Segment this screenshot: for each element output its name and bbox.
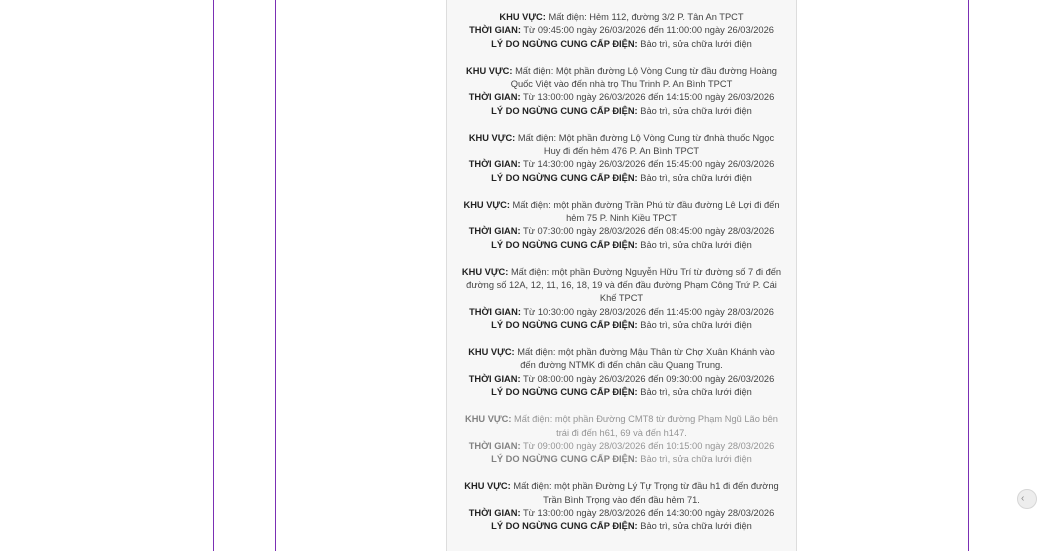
outage-item — [447, 11, 796, 51]
outage-time-label: THỜI GIAN: — [468, 507, 521, 518]
outage-reason-line — [461, 172, 782, 185]
chevron-up-icon: ‹ — [1021, 493, 1025, 504]
outage-time-value: Từ 13:00:00 ngày 28/03/2026 đến 14:30:00 ngày 28/03/2026 — [522, 507, 775, 518]
outage-time-line — [461, 91, 782, 104]
outage-area-line — [461, 132, 782, 159]
outage-area-label: KHU VỰC: — [499, 12, 546, 22]
outage-time-value: Từ 10:30:00 ngày 28/03/2026 đến 11:45:00 ngày 28/03/2026 — [523, 306, 774, 317]
outage-reason-line — [461, 453, 782, 466]
outage-reason-value: Bảo trì, sửa chữa lưới điện — [640, 387, 752, 398]
outage-reason-label: LÝ DO NGỪNG CUNG CẤP ĐIỆN: — [491, 105, 638, 116]
outage-time-line — [461, 225, 782, 238]
outage-time-line — [461, 507, 782, 520]
outage-reason-value: Bảo trì, sửa chữa lưới điện — [640, 239, 752, 250]
page-frame-line-left-inner — [275, 0, 276, 551]
outage-time-line — [461, 306, 782, 319]
outage-time-label: THỜI GIAN: — [468, 373, 521, 384]
outage-time-value: Từ 13:00:00 ngày 26/03/2026 đến 14:15:00 ngày 26/03/2026 — [522, 92, 775, 103]
outage-area-label: KHU VỰC: — [468, 132, 516, 143]
outage-item — [447, 266, 796, 333]
outage-item — [447, 413, 796, 467]
outage-reason-value: Bảo trì, sửa chữa lưới điện — [640, 521, 752, 532]
page-frame-line-right — [968, 0, 969, 551]
outage-item — [447, 132, 796, 186]
outage-area-label: KHU VỰC: — [463, 199, 510, 210]
outage-area-value: Mất điện: một phần Đường Lý Tự Trọng từ đầu h1 đi đến đường Trần Bình Trọng vào đến đầu hẻm 71. — [513, 481, 779, 505]
outage-area-line — [461, 199, 782, 226]
outage-list — [446, 0, 797, 551]
outage-reason-line — [461, 319, 782, 332]
outage-area-line — [461, 11, 782, 24]
outage-reason-label: LÝ DO NGỪNG CUNG CẤP ĐIỆN: — [491, 320, 638, 331]
outage-area-line — [461, 266, 782, 306]
outage-reason-value: Bảo trì, sửa chữa lưới điện — [640, 320, 752, 331]
outage-reason-label: LÝ DO NGỪNG CUNG CẤP ĐIỆN: — [491, 454, 638, 465]
outage-reason-line — [461, 386, 782, 399]
outage-reason-label: LÝ DO NGỪNG CUNG CẤP ĐIỆN: — [491, 521, 638, 532]
outage-reason-label: LÝ DO NGỪNG CUNG CẤP ĐIỆN: — [491, 38, 638, 49]
outage-reason-value: Bảo trì, sửa chữa lưới điện — [640, 172, 752, 183]
outage-area-label: KHU VỰC: — [465, 414, 512, 425]
outage-item — [447, 480, 796, 534]
outage-area-value: Mất điện: một phần Đường CMT8 từ đường Phạm Ngũ Lão bên trái đi đến h61, 69 và đến h147. — [514, 414, 778, 438]
outage-reason-label: LÝ DO NGỪNG CUNG CẤP ĐIỆN: — [491, 387, 638, 398]
outage-area-line — [461, 413, 782, 440]
outage-time-label: THỜI GIAN: — [468, 159, 521, 170]
outage-reason-line — [461, 520, 782, 533]
outage-reason-line — [461, 38, 782, 51]
outage-reason-label: LÝ DO NGỪNG CUNG CẤP ĐIỆN: — [491, 172, 638, 183]
outage-item — [447, 199, 796, 253]
outage-time-value: Từ 09:45:00 ngày 26/03/2026 đến 11:00:00 ngày 26/03/2026 — [523, 25, 774, 36]
outage-reason-line — [461, 239, 782, 252]
outage-area-label: KHU VỰC: — [466, 65, 513, 76]
outage-area-line — [461, 346, 782, 373]
outage-time-line — [461, 24, 782, 37]
outage-reason-value: Bảo trì, sửa chữa lưới điện — [640, 38, 752, 49]
outage-area-value: Mất điện: một phần Đường Nguyễn Hữu Trí từ đường số 7 đi đến đường số 12A, 12, 11, 16, 18, 19 và đến đầu đường Phạm Công Trứ P. Cái Khế TPCT — [466, 266, 782, 304]
outage-area-value: Mất điện: một phần đường Trần Phú từ đầu đường Lê Lợi đi đến hẻm 75 P. Ninh Kiều TPCT — [512, 199, 780, 224]
outage-area-label: KHU VỰC: — [464, 481, 511, 492]
outage-reason-line — [461, 105, 782, 118]
outage-time-line — [461, 373, 782, 386]
outage-entries — [447, 11, 796, 534]
outage-reason-label: LÝ DO NGỪNG CUNG CẤP ĐIỆN: — [491, 239, 638, 250]
outage-area-line — [461, 480, 782, 507]
outage-time-value: Từ 08:00:00 ngày 26/03/2026 đến 09:30:00 ngày 26/03/2026 — [522, 373, 775, 384]
outage-area-value: Mất điện: Một phần đường Lộ Vòng Cung từ đầu đường Hoàng Quốc Việt vào đến nhà trọ Thu Trinh P. An Bình TPCT — [510, 65, 777, 90]
outage-time-line — [461, 440, 782, 453]
outage-area-label: KHU VỰC: — [461, 266, 509, 277]
outage-area-value: Mất điện: Hẻm 112, đường 3/2 P. Tân An TPCT — [548, 12, 744, 22]
outage-item — [447, 65, 796, 119]
scroll-top-button[interactable] — [1017, 489, 1037, 509]
outage-time-label: THỜI GIAN: — [468, 226, 521, 237]
outage-area-line — [461, 65, 782, 92]
outage-time-label: THỜI GIAN: — [468, 440, 521, 451]
outage-item — [447, 346, 796, 400]
outage-time-label: THỜI GIAN: — [469, 306, 521, 317]
outage-time-line — [461, 158, 782, 171]
outage-area-label: KHU VỰC: — [468, 347, 515, 358]
outage-time-label: THỜI GIAN: — [468, 92, 521, 103]
outage-time-value: Từ 07:30:00 ngày 28/03/2026 đến 08:45:00 ngày 28/03/2026 — [522, 226, 775, 237]
outage-time-value: Từ 09:00:00 ngày 28/03/2026 đến 10:15:00 ngày 28/03/2026 — [522, 440, 775, 451]
outage-area-value: Mất điện: Một phần đường Lộ Vòng Cung từ đnhà thuốc Ngọc Huy đi đến hẻm 476 P. An Bình TPCT — [517, 132, 775, 157]
page-frame-line-left-outer — [213, 0, 214, 551]
outage-reason-value: Bảo trì, sửa chữa lưới điện — [640, 105, 752, 116]
outage-reason-value: Bảo trì, sửa chữa lưới điện — [640, 454, 752, 465]
outage-time-value: Từ 14:30:00 ngày 26/03/2026 đến 15:45:00 ngày 26/03/2026 — [522, 159, 775, 170]
outage-area-value: Mất điện: một phần đường Mậu Thân từ Chợ Xuân Khánh vào đến đường NTMK đi đến chân cầu Quang Trung. — [517, 347, 775, 371]
outage-time-label: THỜI GIAN: — [469, 25, 521, 36]
